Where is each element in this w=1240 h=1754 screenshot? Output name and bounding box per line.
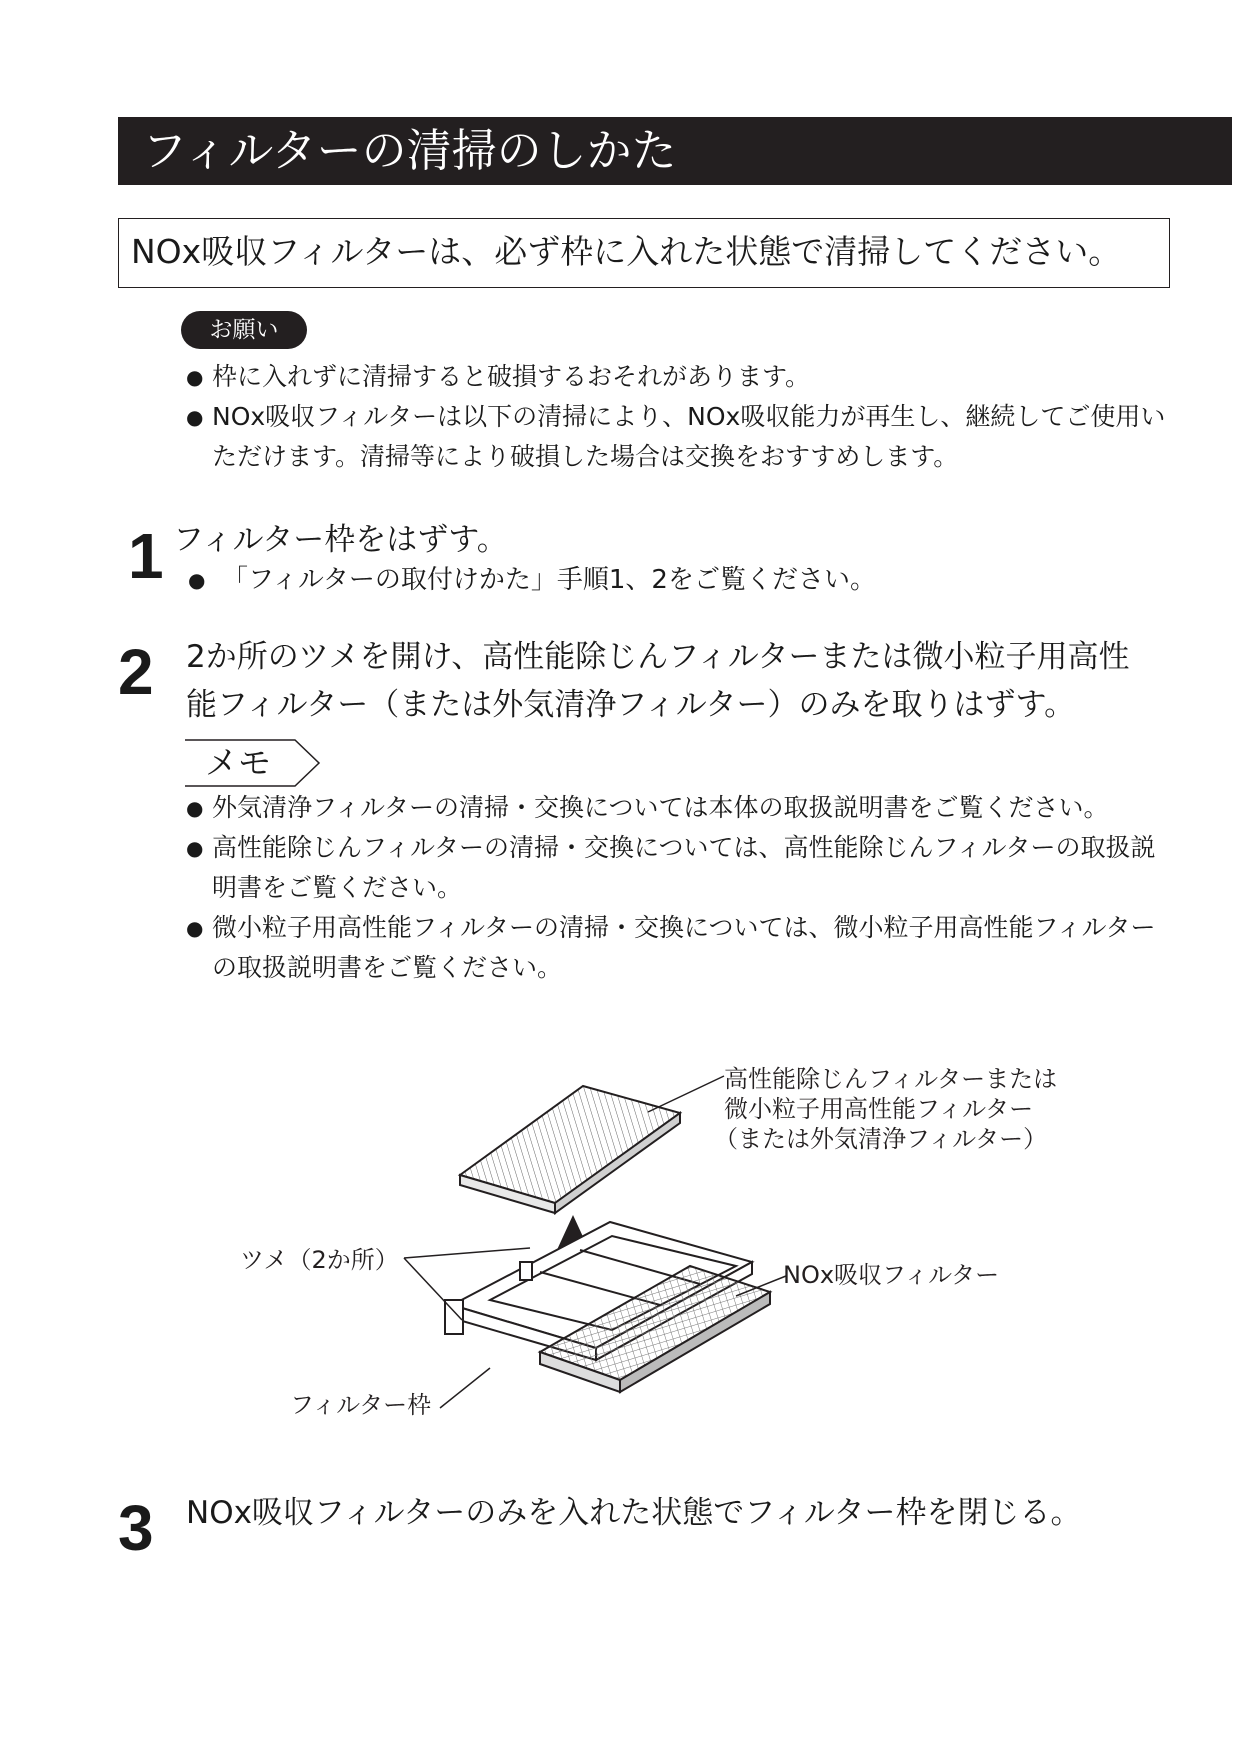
notice-text: NOx吸収フィルターは、必ず枠に入れた状態で清掃してください。	[131, 232, 1122, 271]
step-1-title: フィルター枠をはずす。	[173, 522, 508, 558]
diagram-label-claws: ツメ（2か所）	[240, 1246, 399, 1274]
diagram-label-top-2: 微小粒子用高性能フィルター	[724, 1095, 1034, 1123]
diagram-label-top-3: （または外気清浄フィルター）	[714, 1125, 1048, 1153]
step-number-3: 3	[118, 1492, 154, 1564]
memo-label: メモ	[205, 743, 271, 782]
diagram-label-nox: NOx吸収フィルター	[783, 1261, 1000, 1289]
step-number-1: 1	[128, 520, 164, 592]
memo-item: ● 微小粒子用高性能フィルターの清掃・交換については、微小粒子用高性能フィルターの取扱説明書をご覧ください。	[186, 908, 1176, 988]
hepa-filter-shape	[460, 1086, 680, 1213]
memo-item: ● 外気清浄フィルターの清掃・交換については本体の取扱説明書をご覧ください。	[186, 788, 1176, 828]
step-1-note: ● 「フィルターの取付けかた」手順1、2をご覧ください。	[188, 560, 876, 600]
request-badge: お願い	[181, 311, 307, 349]
diagram-label-frame: フィルター枠	[290, 1391, 432, 1419]
step-3-title: NOx吸収フィルターのみを入れた状態でフィルター枠を閉じる。	[186, 1495, 1082, 1531]
diagram-label-top-1: 高性能除じんフィルターまたは	[724, 1065, 1058, 1093]
page-title: フィルターの清掃のしかた	[142, 124, 677, 177]
step-number-2: 2	[118, 636, 154, 708]
step-2-title-line1: 2か所のツメを開け、高性能除じんフィルターまたは微小粒子用高性	[186, 639, 1130, 675]
request-item: ● 枠に入れずに清掃すると破損するおそれがあります。	[186, 357, 1186, 397]
step-2-title-line2: 能フィルター（または外気清浄フィルター）のみを取りはずす。	[186, 687, 1076, 723]
request-item: ● NOx吸収フィルターは以下の清掃により、NOx吸収能力が再生し、継続してご使用いただけます。清掃等により破損した場合は交換をおすすめします。	[186, 397, 1186, 477]
memo-item: ● 高性能除じんフィルターの清掃・交換については、高性能除じんフィルターの取扱説明書をご覧ください。	[186, 828, 1176, 908]
